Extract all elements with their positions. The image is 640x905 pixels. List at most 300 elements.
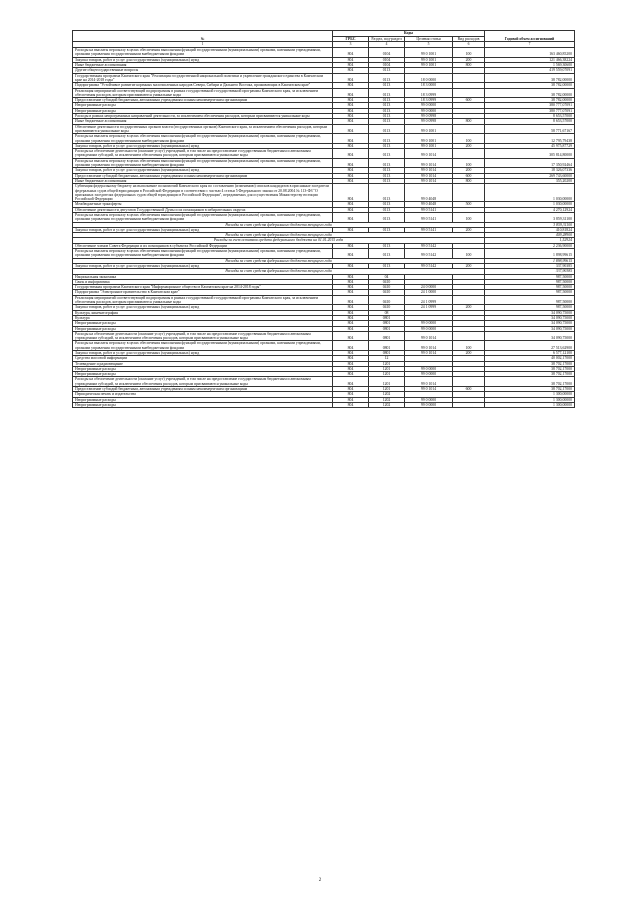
section-cell: 0410: [369, 279, 405, 284]
table-row: [73, 149, 575, 159]
section-cell: 0113: [369, 143, 405, 148]
amount-cell: 38 702,17000: [485, 372, 575, 377]
section-cell: 0801: [369, 315, 405, 320]
row-name: Обеспечение членов Совета Федерации и их помощников в субъектах Российской Федерации: [73, 243, 333, 248]
section-cell: 0113: [369, 103, 405, 108]
amount-cell: 34 090,75000: [485, 331, 575, 341]
section-cell: 0113: [369, 249, 405, 259]
target-article-cell: 99 0 1001: [405, 63, 453, 68]
amount-cell: 3 859,31100: [485, 212, 575, 222]
amount-cell: 38 782,00000: [485, 83, 575, 88]
grbs-cell: 804: [333, 149, 369, 159]
target-article-cell: 99 0 1014: [405, 149, 453, 159]
header-number: №: [73, 31, 333, 42]
row-name: Обеспечение деятельности депутатов Государственной Думы и их помощников в избирательных округах: [73, 207, 333, 212]
row-name: Телевидение и радиовещание: [73, 361, 333, 366]
amount-cell: 987,50000: [485, 274, 575, 279]
section-cell: 0801: [369, 321, 405, 326]
expense-type-cell: [453, 124, 485, 134]
amount-cell: 987,50000: [485, 305, 575, 310]
grbs-cell: 804: [333, 356, 369, 361]
target-article-cell: 99 0 5142: [405, 249, 453, 259]
table-body: [73, 48, 575, 408]
amount-cell: 987,50000: [485, 290, 575, 295]
section-cell: 0113: [369, 98, 405, 103]
expense-type-cell: 100: [453, 249, 485, 259]
row-name: Межбюджетные трансферты: [73, 202, 333, 207]
expense-type-cell: 200: [453, 305, 485, 310]
section-cell: 0113: [369, 73, 405, 83]
target-article-cell: 99 0 0000: [405, 108, 453, 113]
target-article-cell: 99 0 1014: [405, 178, 453, 183]
amount-cell: 38 782,00000: [485, 98, 575, 103]
section-cell: 0113: [369, 207, 405, 212]
amount-cell: 269 743,60000: [485, 173, 575, 178]
amount-cell: 1 569,30600: [485, 63, 575, 68]
row-name: Расходы на выплаты персоналу в целях обеспечения выполнения функций государственными (муниципальными) органами, казенными учреждениями, органами управления государственными внебюджетными фондами: [73, 212, 333, 222]
row-name: Культура, кинематография: [73, 310, 333, 315]
funding-note-amount: 1,52924: [485, 238, 575, 243]
target-article-cell: 99 0 1014: [405, 351, 453, 356]
target-article-cell: 99 0 0998: [405, 119, 453, 124]
table-row: [73, 158, 575, 168]
section-cell: 0113: [369, 134, 405, 144]
grbs-cell: 804: [333, 88, 369, 98]
row-name: Расходы в рамках непрограммных направлений деятельности, за исключением обеспечения расходов, которым присваиваются уникальные коды: [73, 114, 333, 119]
expense-type-cell: [453, 377, 485, 387]
section-cell: 0113: [369, 83, 405, 88]
grbs-cell: 804: [333, 326, 369, 331]
section-cell: 0113: [369, 114, 405, 119]
section-cell: 0801: [369, 331, 405, 341]
target-article-cell: 99 0 1014: [405, 173, 453, 178]
amount-cell: 2 236,90000: [485, 243, 575, 248]
target-article-cell: 99 0 1014: [405, 377, 453, 387]
row-name: Субвенция федеральному бюджету на выполнение полномочий Камчатского края по составлению (изменению) списков кандидатов в присяжные заседатели федеральных судов общей юрисдикции в Российской Федерации в соответствии с частью 4 статьи 5 Федерального закона от 20.08.2004 № 113-ФЗ "О присяжных заседателях федеральных судов общей юрисдикции в Российской Федерации", передаваемых для осуществления Министерству юстиции Российской Федерации: [73, 184, 333, 202]
header-section: Раздел, под-раздел: [369, 36, 405, 42]
amount-cell: 1 898,99615: [485, 249, 575, 259]
table-row: [73, 124, 575, 134]
row-name: Обеспечение деятельности государственных органов власти (государственных органов) Камчатского края, за исключением обеспечения расходов, которым присваиваются уникальные коды: [73, 124, 333, 134]
row-name: Расходы на выплаты персоналу в целях обеспечения выполнения функций государственными (муниципальными) органами, казенными учреждениями, органами управления государственными внебюджетными фондами: [73, 48, 333, 58]
target-article-cell: 18 3 0000: [405, 83, 453, 88]
expense-type-cell: 200: [453, 168, 485, 173]
amount-cell: 1 300,00000: [485, 397, 575, 402]
expense-type-cell: 200: [453, 263, 485, 268]
grbs-cell: 804: [333, 341, 369, 351]
row-name: Непрограммные расходы: [73, 321, 333, 326]
row-name: Иные бюджетные ассигнования: [73, 178, 333, 183]
amount-cell: 17 350,92464: [485, 158, 575, 168]
target-article-cell: 99 0 0000: [405, 402, 453, 407]
amount-cell: 987,50000: [485, 285, 575, 290]
expense-type-cell: 200: [453, 57, 485, 62]
section-cell: 0113: [369, 149, 405, 159]
target-article-cell: 99 0 1001: [405, 48, 453, 58]
row-name: Национальная экономика: [73, 274, 333, 279]
grbs-cell: 804: [333, 377, 369, 387]
expense-type-cell: 200: [453, 351, 485, 356]
amount-cell: 419 559,07091: [485, 68, 575, 73]
column-number: 5: [405, 42, 453, 48]
grbs-cell: 804: [333, 73, 369, 83]
target-article-cell: 24 1 0000: [405, 290, 453, 295]
funding-note-text: Расходы за счет средств федерального бюджета текущего года: [73, 258, 485, 263]
grbs-cell: 804: [333, 48, 369, 58]
section-cell: 0104: [369, 57, 405, 62]
row-name: Иные бюджетные ассигнования: [73, 63, 333, 68]
grbs-cell: 804: [333, 119, 369, 124]
target-article-cell: 24 0 0000: [405, 285, 453, 290]
grbs-cell: 804: [333, 402, 369, 407]
target-article-cell: 99 0 0000: [405, 321, 453, 326]
section-cell: 0113: [369, 263, 405, 268]
section-cell: 1201: [369, 366, 405, 371]
grbs-cell: 804: [333, 202, 369, 207]
grbs-cell: 804: [333, 351, 369, 356]
grbs-cell: 804: [333, 83, 369, 88]
section-cell: 0113: [369, 108, 405, 113]
grbs-cell: 804: [333, 158, 369, 168]
row-name: Закупка товаров, работ и услуг для государственных (муниципальных) нужд: [73, 57, 333, 62]
section-cell: 0113: [369, 212, 405, 222]
amount-cell: 355,20200: [485, 178, 575, 183]
row-name: Предоставление субсидий бюджетным, автономным учреждениям и иным некоммерческим организациям: [73, 387, 333, 392]
section-cell: 0410: [369, 290, 405, 295]
funding-note-text: Расходы за счет средств федерального бюджета текущего года: [73, 233, 485, 238]
row-name: Государственная программа Камчатского края "Реализация государственной национальной политики и укрепление гражданского единства в Камчатском крае на 2014-2018 годы": [73, 73, 333, 83]
row-name: Непрограммные расходы: [73, 108, 333, 113]
expense-type-cell: 500: [453, 202, 485, 207]
amount-cell: 38 782,00000: [485, 73, 575, 83]
table-row: [73, 249, 575, 259]
row-name: Периодическая печать и издательства: [73, 392, 333, 397]
target-article-cell: 99 0 5142: [405, 243, 453, 248]
column-number: 3: [333, 42, 369, 48]
section-cell: 1202: [369, 397, 405, 402]
grbs-cell: 804: [333, 103, 369, 108]
target-article-cell: 99 0 0000: [405, 397, 453, 402]
section-cell: 0104: [369, 48, 405, 58]
section-cell: 0113: [369, 173, 405, 178]
amount-cell: 38 782,00000: [485, 88, 575, 98]
row-name: Предоставление субсидий бюджетным, автономным учреждениям и иным некоммерческим организациям: [73, 98, 333, 103]
target-article-cell: 99 0 1014: [405, 158, 453, 168]
row-name: Закупка товаров, работ и услуг для государственных (муниципальных) нужд: [73, 143, 333, 148]
grbs-cell: 804: [333, 249, 369, 259]
target-article-cell: 99 0 1014: [405, 331, 453, 341]
amount-cell: 163 460,85200: [485, 48, 575, 58]
table-row: [73, 341, 575, 351]
target-article-cell: 99 0 1001: [405, 57, 453, 62]
expense-type-cell: [453, 73, 485, 83]
target-article-cell: 99 0 1001: [405, 143, 453, 148]
expense-type-cell: 100: [453, 212, 485, 222]
grbs-cell: 804: [333, 392, 369, 397]
amount-cell: 18 326,07336: [485, 168, 575, 173]
row-name: Расходы на обеспечение деятельности (оказание услуг) учреждений, в том числе на предоставление государственным бюджетным и автономным учреждениям субсидий, за исключением обеспечения расходов, которым присваиваются уникальные коды: [73, 377, 333, 387]
target-article-cell: 99 0 5142: [405, 263, 453, 268]
amount-cell: 38 702,17000: [485, 366, 575, 371]
section-cell: 0113: [369, 124, 405, 134]
amount-cell: 38 702,17000: [485, 387, 575, 392]
amount-cell: 1 300,00000: [485, 402, 575, 407]
row-name: Закупка товаров, работ и услуг для государственных (муниципальных) нужд: [73, 305, 333, 310]
section-cell: 0113: [369, 243, 405, 248]
target-article-cell: 99 0 1014: [405, 168, 453, 173]
amount-cell: 34 090,75000: [485, 315, 575, 320]
grbs-cell: 804: [333, 279, 369, 284]
expense-type-cell: 800: [453, 178, 485, 183]
funding-note-amount: 337,90385: [485, 269, 575, 274]
amount-cell: 27 513,62900: [485, 341, 575, 351]
section-cell: 1202: [369, 402, 405, 407]
row-name: Расходы на выплаты персоналу в целях обеспечения выполнения функций государственными (муниципальными) органами, казенными учреждениями, органами управления государственными внебюджетными фондами: [73, 249, 333, 259]
amount-cell: 38 702,17000: [485, 377, 575, 387]
section-cell: 0801: [369, 341, 405, 351]
expense-type-cell: 100: [453, 158, 485, 168]
amount-cell: 34 090,75000: [485, 321, 575, 326]
amount-cell: 987,50000: [485, 295, 575, 305]
expense-type-cell: 600: [453, 98, 485, 103]
grbs-cell: 804: [333, 227, 369, 232]
row-name: Расходы на обеспечение деятельности (оказание услуг) учреждений, в том числе на предоставление государственным бюджетным и автономным учреждениям субсидий, за исключением обеспечения расходов, которым присваиваются уникальные коды: [73, 331, 333, 341]
expense-type-cell: 200: [453, 143, 485, 148]
grbs-cell: 804: [333, 397, 369, 402]
row-name: Непрограммные расходы: [73, 372, 333, 377]
section-cell: 1201: [369, 372, 405, 377]
row-name: Другие общегосударственные вопросы: [73, 68, 333, 73]
table-row: [73, 402, 575, 407]
target-article-cell: 99 0 0000: [405, 366, 453, 371]
row-name: Закупка товаров, работ и услуг для государственных (муниципальных) нужд: [73, 227, 333, 232]
row-name: Связь и информатика: [73, 279, 333, 284]
target-article-cell: 99 0 1001: [405, 124, 453, 134]
amount-cell: 410,81824: [485, 227, 575, 232]
grbs-cell: 804: [333, 290, 369, 295]
row-name: Непрограммные расходы: [73, 326, 333, 331]
grbs-cell: 804: [333, 321, 369, 326]
grbs-cell: 804: [333, 114, 369, 119]
target-article-cell: 99 0 4048: [405, 184, 453, 202]
table-row: [73, 134, 575, 144]
amount-cell: 45 975,87729: [485, 143, 575, 148]
amount-cell: 4 270,12924: [485, 207, 575, 212]
amount-cell: 8 653,57000: [485, 119, 575, 124]
grbs-cell: 804: [333, 143, 369, 148]
grbs-cell: 804: [333, 184, 369, 202]
row-name: Реализация мероприятий соответствующей подпрограммы в рамках государственной государственной программы Камчатского края, за исключением обеспечения расходов, которым присваиваются уникальные коды: [73, 295, 333, 305]
amount-cell: 337,90385: [485, 263, 575, 268]
amount-cell: 1 030,00000: [485, 202, 575, 207]
column-number: 7: [485, 42, 575, 48]
funding-note-amount: 3 859,31100: [485, 222, 575, 227]
grbs-cell: 804: [333, 372, 369, 377]
amount-cell: 987,50000: [485, 279, 575, 284]
row-name: Иные бюджетные ассигнования: [73, 119, 333, 124]
grbs-cell: 804: [333, 63, 369, 68]
amount-cell: 40 002,17000: [485, 356, 575, 361]
expense-type-cell: 600: [453, 173, 485, 178]
row-name: Расходы на выплаты персоналу в целях обеспечения выполнения функций государственными (муниципальными) органами, казенными учреждениями, органами управления государственными внебюджетными фондами: [73, 158, 333, 168]
grbs-cell: 804: [333, 331, 369, 341]
amount-cell: 34 090,75000: [485, 310, 575, 315]
target-article-cell: 24 1 0999: [405, 295, 453, 305]
grbs-cell: 804: [333, 168, 369, 173]
row-name: Расходы на выплаты персоналу в целях обеспечения выполнения функций государственными (муниципальными) органами, казенными учреждениями, органами управления государственными внебюджетными фондами: [73, 341, 333, 351]
target-article-cell: 99 0 0000: [405, 372, 453, 377]
row-name: Средства массовой информации: [73, 356, 333, 361]
grbs-cell: 804: [333, 173, 369, 178]
row-name: Государственная программа Камчатского края "Информационное общество в Камчатском крае на 2014-2018 годы": [73, 285, 333, 290]
section-cell: 1201: [369, 387, 405, 392]
amount-cell: 121 466,38224: [485, 57, 575, 62]
target-article-cell: 99 0 4048: [405, 202, 453, 207]
amount-cell: 8 653,57000: [485, 114, 575, 119]
amount-cell: 12 795,79438: [485, 134, 575, 144]
expense-type-cell: [453, 295, 485, 305]
row-name: Непрограммные расходы: [73, 366, 333, 371]
section-cell: 0113: [369, 68, 405, 73]
expense-type-cell: [453, 88, 485, 98]
grbs-cell: 804: [333, 124, 369, 134]
header-grbs: ГРБС: [333, 36, 369, 42]
grbs-cell: 804: [333, 305, 369, 310]
section-cell: 04: [369, 274, 405, 279]
expense-type-cell: 100: [453, 134, 485, 144]
grbs-cell: 804: [333, 98, 369, 103]
row-name: Непрограммные расходы: [73, 402, 333, 407]
target-article-cell: 99 0 5141: [405, 227, 453, 232]
section-cell: 08: [369, 310, 405, 315]
expense-type-cell: [453, 331, 485, 341]
grbs-cell: 804: [333, 263, 369, 268]
table-row: [73, 212, 575, 222]
column-number: 4: [369, 42, 405, 48]
grbs-cell: 804: [333, 68, 369, 73]
grbs-cell: 804: [333, 134, 369, 144]
table-row: [73, 88, 575, 98]
funding-note-text: Расходы за счет средств федерального бюджета текущего года: [73, 222, 485, 227]
target-article-cell: 99 0 1014: [405, 387, 453, 392]
row-name: Непрограммные расходы: [73, 397, 333, 402]
section-cell: 0113: [369, 227, 405, 232]
amount-cell: 380 777,07091: [485, 103, 575, 108]
table-header: [73, 31, 575, 48]
column-number: 1: [73, 42, 333, 48]
section-cell: 0113: [369, 202, 405, 207]
row-name: Закупка товаров, работ и услуг для государственных (муниципальных) нужд: [73, 263, 333, 268]
expense-type-cell: 600: [453, 387, 485, 392]
expense-type-cell: [453, 184, 485, 202]
expense-type-cell: [453, 149, 485, 159]
header-expense-type: Вид расходов: [453, 36, 485, 42]
section-cell: 0113: [369, 168, 405, 173]
section-cell: 1201: [369, 377, 405, 387]
row-name: Закупка товаров, работ и услуг для государственных (муниципальных) нужд: [73, 168, 333, 173]
header-annual-volume: Годовой объем ассигнований: [485, 31, 575, 42]
table-row: [73, 184, 575, 202]
budget-table: [72, 30, 575, 408]
amount-cell: 38 702,17000: [485, 361, 575, 366]
table-row: [73, 48, 575, 58]
funding-note-amount: 409,28900: [485, 233, 575, 238]
row-name: Подпрограмма "Устойчивое развитие коренных малочисленных народов Севера, Сибири и Дальнего Востока, проживающих в Камчатском крае": [73, 83, 333, 88]
section-cell: 0104: [369, 63, 405, 68]
grbs-cell: 804: [333, 315, 369, 320]
grbs-cell: 804: [333, 274, 369, 279]
target-article-cell: 99 0 0000: [405, 103, 453, 108]
amount-cell: 305 814,80000: [485, 149, 575, 159]
funding-note-text: Расходы за счет средств федерального бюджета текущего года: [73, 269, 485, 274]
target-article-cell: 18 0 0000: [405, 73, 453, 83]
grbs-cell: 804: [333, 212, 369, 222]
expense-type-cell: [453, 402, 485, 407]
row-name: Непрограммные расходы: [73, 103, 333, 108]
target-article-cell: 99 0 1014: [405, 341, 453, 351]
amount-cell: 34 090,75000: [485, 326, 575, 331]
header-codes: Коды: [333, 31, 485, 37]
target-article-cell: 99 0 0000: [405, 326, 453, 331]
section-cell: 0113: [369, 178, 405, 183]
section-cell: 1202: [369, 392, 405, 397]
grbs-cell: 804: [333, 295, 369, 305]
column-number: 6: [453, 42, 485, 48]
grbs-cell: 804: [333, 361, 369, 366]
section-cell: 0113: [369, 184, 405, 202]
grbs-cell: 804: [333, 108, 369, 113]
page-number: 2: [318, 878, 322, 883]
target-article-cell: 99 0 1001: [405, 134, 453, 144]
funding-note-amount: 1 898,99615: [485, 258, 575, 263]
row-name: Закупка товаров, работ и услуг для государственных (муниципальных) нужд: [73, 351, 333, 356]
grbs-cell: 804: [333, 207, 369, 212]
row-name: Расходы на выплаты персоналу в целях обеспечения выполнения функций государственными (муниципальными) органами, казенными учреждениями, органами управления государственными внебюджетными фондами: [73, 134, 333, 144]
row-name: Культура: [73, 315, 333, 320]
expense-type-cell: 200: [453, 227, 485, 232]
section-cell: 0410: [369, 285, 405, 290]
target-article-cell: 99 0 5141: [405, 212, 453, 222]
expense-type-cell: 800: [453, 119, 485, 124]
amount-cell: 1 300,00000: [485, 392, 575, 397]
table-row: [73, 73, 575, 83]
target-article-cell: 99 0 0998: [405, 114, 453, 119]
row-name: Реализация мероприятий соответствующей подпрограммы в рамках государственной государственной программы Камчатского края, за исключением обеспечения расходов, которым присваиваются уникальные коды: [73, 88, 333, 98]
target-article-cell: 99 0 5141: [405, 207, 453, 212]
target-article-cell: 24 1 0999: [405, 305, 453, 310]
section-cell: 0410: [369, 305, 405, 310]
target-article-cell: 18 3 0999: [405, 98, 453, 103]
section-cell: 12: [369, 356, 405, 361]
target-article-cell: 18 3 0999: [405, 88, 453, 98]
section-cell: 1201: [369, 361, 405, 366]
section-cell: 0113: [369, 119, 405, 124]
row-name: Подпрограмма "Электронное правительство в Камчатском крае": [73, 290, 333, 295]
expense-type-cell: 800: [453, 63, 485, 68]
section-cell: 0801: [369, 351, 405, 356]
expense-type-cell: 100: [453, 341, 485, 351]
grbs-cell: 804: [333, 387, 369, 392]
section-cell: 0801: [369, 326, 405, 331]
amount-cell: 58 771,67167: [485, 124, 575, 134]
grbs-cell: 804: [333, 310, 369, 315]
table-row: [73, 377, 575, 387]
table-row: [73, 295, 575, 305]
grbs-cell: 804: [333, 285, 369, 290]
section-cell: 0113: [369, 158, 405, 168]
amount-cell: 6 577,12100: [485, 351, 575, 356]
row-name: Расходы на обеспечение деятельности (оказание услуг) учреждений, в том числе на предоставление государственным бюджетным и автономным учреждениям субсидий, за исключением обеспечения расходов, которым присваиваются уникальные коды: [73, 149, 333, 159]
